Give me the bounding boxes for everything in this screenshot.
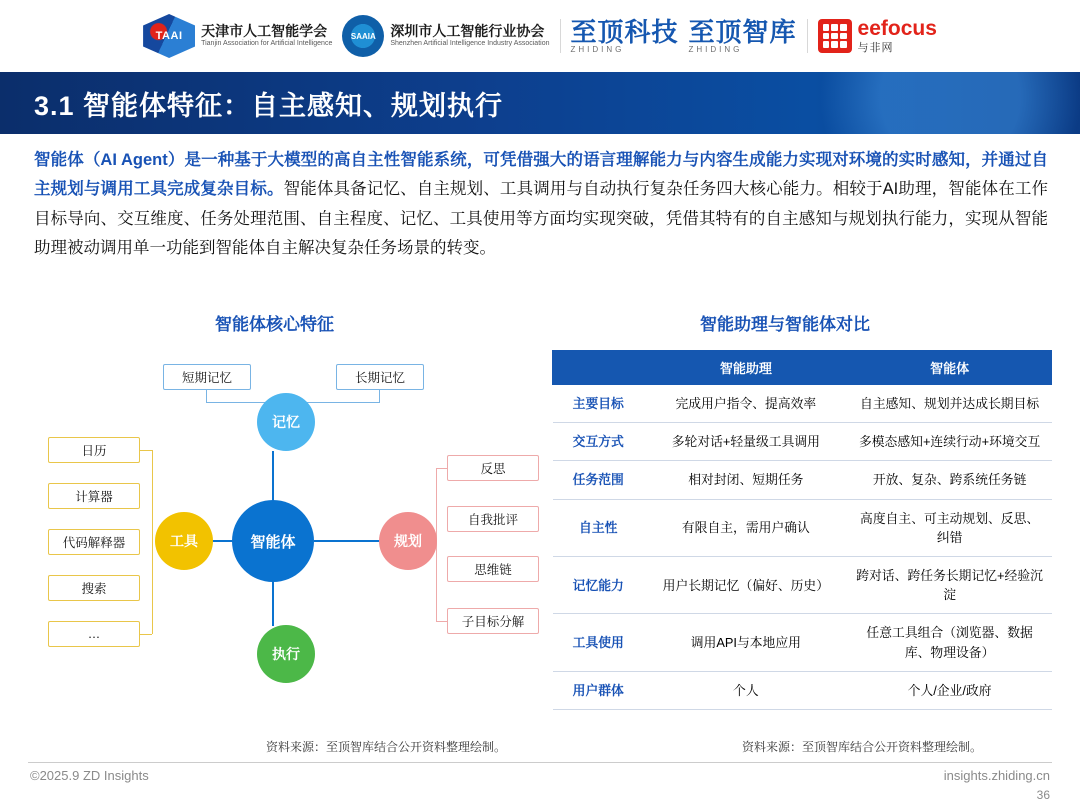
chip-long-term-memory: 长期记忆 — [336, 364, 424, 390]
line-center-exec — [272, 581, 274, 626]
source-note-left: 资料来源：至顶智库结合公开资料整理绘制。 — [266, 740, 507, 754]
taai-name-cn: 天津市人工智能学会 — [201, 22, 328, 39]
logo-eefocus — [818, 18, 937, 55]
comparison-table — [552, 350, 1052, 710]
paragraph-rest: 智能体具备记忆、自主规划、工具调用与自动执行复杂任务四大核心能力。相较于AI助理，智能体在工作目标导向、交互维度、任务处理范围、自主程度、记忆、工具使用等方面均实现突破，凭借其特有的自主感知与规划执行能力，实现从智能助理被动调用单一功能到智能体自主解决复杂任务场景的转变。 — [34, 180, 1049, 258]
row-label: 交互方式 — [553, 423, 644, 461]
table-header-row — [553, 351, 1052, 385]
table-row — [553, 671, 1052, 709]
saaia-logo-icon: SAAIA — [342, 15, 384, 57]
line-tool-b2 — [140, 634, 152, 635]
row-label: 记忆能力 — [553, 556, 644, 613]
row-assistant: 相对封闭、短期任务 — [644, 461, 848, 499]
eefocus-name-en: eefocus — [857, 16, 937, 40]
row-label: 工具使用 — [553, 614, 644, 671]
paragraph-highlight: 智能体（AI Agent）是一种基于大模型的高自主性智能系统，可凭借强大的语言理解能力与内容生成能力实现对环境的实时感知，并通过自主规划与调用工具完成复杂目标。 — [34, 151, 1048, 199]
node-plan: 规划 — [379, 512, 437, 570]
line-memory-left — [206, 390, 207, 402]
table-row — [553, 461, 1052, 499]
table-row — [553, 499, 1052, 556]
page-title: 3.1 智能体特征：自主感知、规划执行 — [34, 90, 504, 121]
row-agent: 个人/企业/政府 — [848, 671, 1052, 709]
node-tool: 工具 — [155, 512, 213, 570]
logo-zhiding-tech — [570, 16, 679, 54]
line-tool-bracket — [152, 450, 153, 634]
chip-plan-subgoal-decomposition: 子目标分解 — [447, 608, 539, 634]
table-header-agent: 智能体 — [848, 351, 1052, 385]
row-assistant: 有限自主，需用户确认 — [644, 499, 848, 556]
row-agent: 任意工具组合（浏览器、数据库、物理设备） — [848, 614, 1052, 671]
eefocus-name-cn: 与非网 — [857, 41, 894, 54]
chip-tool-search: 搜索 — [48, 575, 140, 601]
row-label: 自主性 — [553, 499, 644, 556]
chip-plan-self-criticism: 自我批评 — [447, 506, 539, 532]
chip-tool-calculator: 计算器 — [48, 483, 140, 509]
page-number: 36 — [1036, 788, 1050, 802]
zhiding-tech-en: ZHIDING — [570, 44, 625, 54]
row-assistant: 完成用户指令、提高效率 — [644, 385, 848, 423]
table-header-corner — [553, 351, 644, 385]
row-assistant: 调用API与本地应用 — [644, 614, 848, 671]
zhiding-tech-name: 至顶科技 — [570, 16, 679, 47]
right-table-title: 智能助理与智能体对比 — [700, 315, 870, 334]
chip-tool-calendar: 日历 — [48, 437, 140, 463]
line-tool-b1 — [140, 450, 152, 451]
table-row — [553, 423, 1052, 461]
node-agent: 智能体 — [232, 500, 314, 582]
logo-divider — [560, 19, 561, 53]
row-label: 主要目标 — [553, 385, 644, 423]
zhiding-think-name: 至顶智库 — [688, 16, 797, 47]
source-note-right: 资料来源：至顶智库结合公开资料整理绘制。 — [742, 740, 983, 754]
line-center-memory — [272, 451, 274, 501]
chip-tool-code-interpreter: 代码解释器 — [48, 529, 140, 555]
chip-plan-reflection: 反思 — [447, 455, 539, 481]
logo-divider-2 — [807, 19, 808, 53]
chip-tool-more: … — [48, 621, 140, 647]
comparison-table-wrap — [552, 350, 1052, 710]
node-exec: 执行 — [257, 625, 315, 683]
line-memory-right — [379, 390, 380, 402]
table-row — [553, 556, 1052, 613]
eefocus-logo-icon — [818, 19, 852, 53]
line-plan-b2 — [436, 621, 447, 622]
table-header-assistant: 智能助理 — [644, 351, 848, 385]
row-agent: 开放、复杂、跨系统任务链 — [848, 461, 1052, 499]
footer-copyright: ©2025.9 ZD Insights — [30, 768, 149, 783]
row-label: 用户群体 — [553, 671, 644, 709]
line-center-plan — [314, 540, 380, 542]
line-plan-b1 — [436, 468, 447, 469]
node-memory: 记忆 — [257, 393, 315, 451]
table-row — [553, 614, 1052, 671]
row-agent: 跨对话、跨任务长期记忆+经验沉淀 — [848, 556, 1052, 613]
line-center-tool — [212, 540, 233, 542]
zhiding-think-en: ZHIDING — [688, 44, 743, 54]
row-assistant: 用户长期记忆（偏好、历史） — [644, 556, 848, 613]
footer-url: insights.zhiding.cn — [943, 768, 1050, 783]
row-label: 任务范围 — [553, 461, 644, 499]
taai-name-en: Tianjin Association for Artificial Intelligence — [201, 40, 333, 48]
logo-zhiding-think — [688, 16, 797, 54]
left-chart-title: 智能体核心特征 — [215, 315, 334, 334]
row-agent: 自主感知、规划并达成长期目标 — [848, 385, 1052, 423]
chip-plan-chain-of-thought: 思维链 — [447, 556, 539, 582]
chip-short-term-memory: 短期记忆 — [163, 364, 251, 390]
row-agent: 多模态感知+连续行动+环境交互 — [848, 423, 1052, 461]
table-row — [553, 385, 1052, 423]
row-assistant: 多轮对话+轻量级工具调用 — [644, 423, 848, 461]
row-agent: 高度自主、可主动规划、反思、纠错 — [848, 499, 1052, 556]
saaia-name-cn: 深圳市人工智能行业协会 — [390, 22, 545, 39]
saaia-name-en: Shenzhen Artificial Intelligence Industry Association — [390, 40, 550, 48]
row-assistant: 个人 — [644, 671, 848, 709]
footer-divider — [28, 762, 1052, 763]
